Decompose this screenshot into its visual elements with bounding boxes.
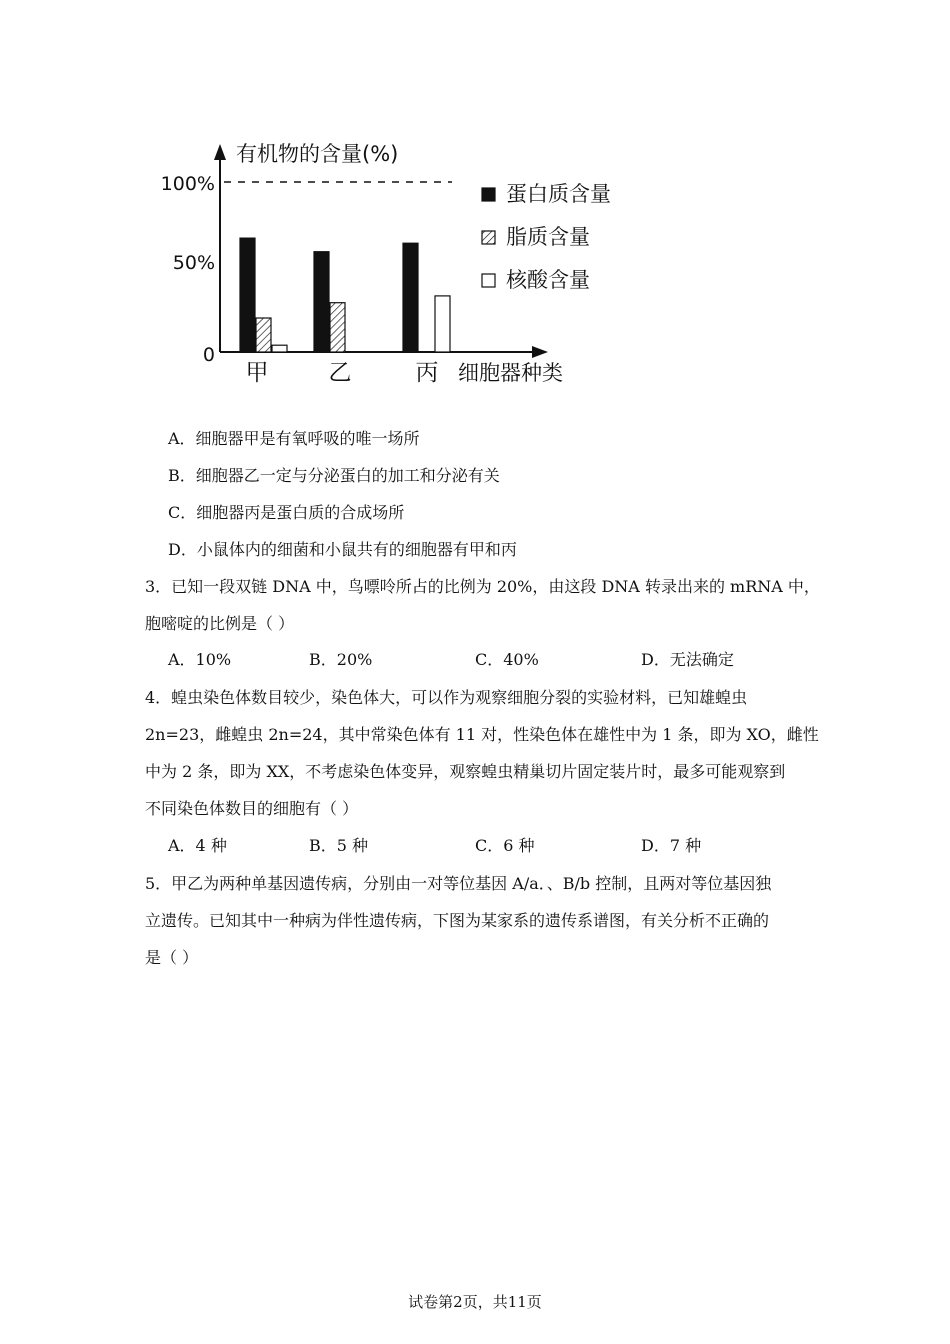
x-axis-arrow: [532, 346, 548, 358]
y-tick-50: 50%: [172, 252, 215, 274]
legend-label-蛋白质含量: 蛋白质含量: [506, 182, 611, 206]
q4-option-a: A．4 种: [168, 836, 227, 855]
page-footer: 试卷第2页，共11页: [408, 1293, 542, 1311]
x-axis-label: 细胞器种类: [458, 361, 563, 385]
y-tick-100: 100%: [160, 173, 215, 195]
x-tick-甲: 甲: [245, 360, 269, 386]
q4-stem-line4: 不同染色体数目的细胞有（ ）: [145, 799, 359, 818]
bar-丙-蛋白质含量: [403, 243, 418, 352]
legend-swatch-核酸含量: [482, 274, 495, 287]
q4-option-b: B．5 种: [309, 836, 369, 855]
bar-乙-脂质含量: [330, 303, 345, 352]
q4-stem-line1: 4．蝗虫染色体数目较少，染色体大，可以作为观察细胞分裂的实验材料，已知雄蝗虫: [145, 688, 748, 707]
q3-stem-line2: 胞嘧啶的比例是（ ）: [145, 614, 295, 633]
q4-stem-line2: 2n=23，雌蝗虫 2n=24，其中常染色体有 11 对，性染色体在雄性中为 1 条，即为 XO，雌性: [145, 725, 819, 744]
q4-option-d: D．7 种: [641, 836, 702, 855]
q3-option-a: A．10%: [168, 650, 232, 669]
q2-option-a: A．细胞器甲是有氧呼吸的唯一场所: [168, 429, 420, 448]
bar-乙-蛋白质含量: [314, 252, 329, 352]
q5-stem-line3: 是（ ）: [145, 948, 199, 967]
legend-swatch-脂质含量: [482, 231, 495, 244]
q2-option-b: B．细胞器乙一定与分泌蛋白的加工和分泌有关: [168, 466, 500, 485]
q5-stem-line2: 立遗传。已知其中一种病为伴性遗传病，下图为某家系的遗传系谱图，有关分析不正确的: [145, 911, 770, 930]
y-axis-label: 有机物的含量(%): [236, 142, 399, 166]
bar-丙-核酸含量: [435, 296, 450, 352]
x-tick-丙: 丙: [415, 360, 439, 386]
x-tick-乙: 乙: [328, 360, 352, 386]
q2-option-d: D．小鼠体内的细菌和小鼠共有的细胞器有甲和丙: [168, 540, 517, 559]
q3-option-b: B．20%: [309, 650, 373, 669]
legend-swatch-蛋白质含量: [482, 188, 495, 201]
legend: [482, 182, 611, 292]
y-tick-0: 0: [202, 344, 215, 366]
legend-label-核酸含量: 核酸含量: [506, 268, 590, 292]
q4-option-c: C．6 种: [475, 836, 535, 855]
q2-option-c: C．细胞器丙是蛋白质的合成场所: [168, 503, 405, 522]
q4-stem-line3: 中为 2 条，即为 XX，不考虑染色体变异，观察蝗虫精巢切片固定装片时，最多可能观察到: [145, 762, 786, 781]
q3-stem-line1: 3．已知一段双链 DNA 中，鸟嘌呤所占的比例为 20%，由这段 DNA 转录出来的 mRNA 中，: [145, 577, 820, 596]
bar-group: [240, 238, 450, 352]
q5-stem-line1: 5．甲乙为两种单基因遗传病，分别由一对等位基因 A/a．、B/b 控制，且两对等位基因独: [145, 874, 772, 893]
x-tick-group: [246, 360, 439, 386]
bar-甲-脂质含量: [256, 318, 271, 352]
legend-label-脂质含量: 脂质含量: [506, 225, 590, 249]
organelle-bar-chart: [140, 130, 640, 392]
q3-option-c: C．40%: [475, 650, 539, 669]
y-axis-arrow: [214, 144, 226, 160]
q3-option-d: D．无法确定: [641, 650, 734, 669]
bar-甲-核酸含量: [272, 345, 287, 352]
bar-甲-蛋白质含量: [240, 238, 255, 352]
